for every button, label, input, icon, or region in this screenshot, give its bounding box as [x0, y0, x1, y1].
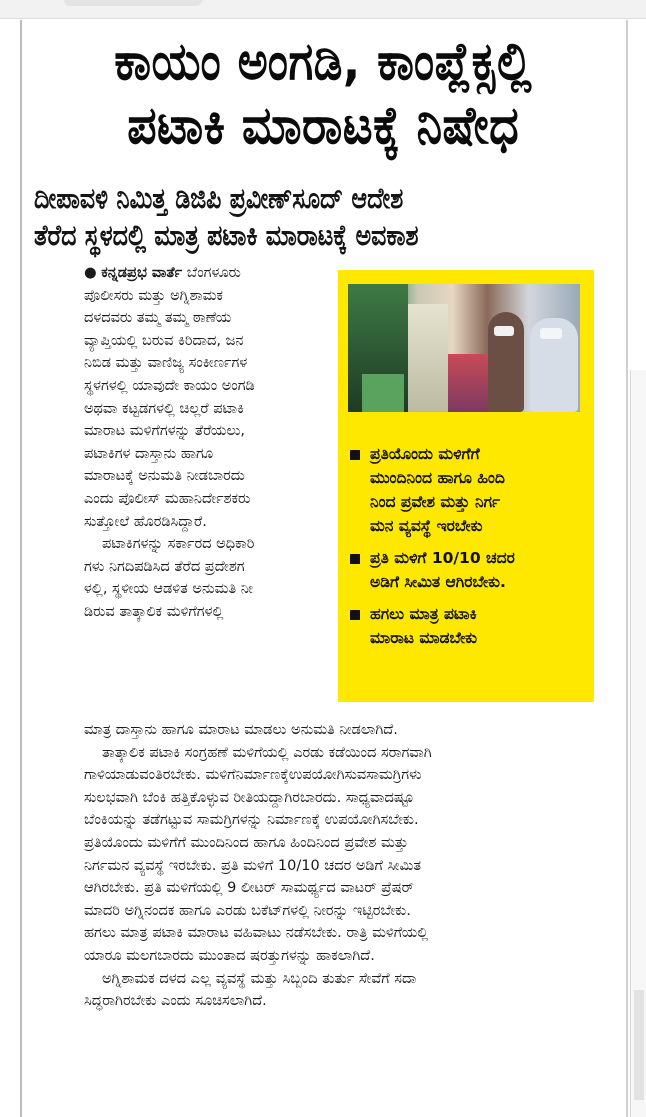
paragraph-4-line: ಅಗ್ನಿಶಾಮಕ ದಳದ ಎಲ್ಲ ವ್ಯವಸ್ಥೆ ಮತ್ತು ಸಿಬ್ಬಂದಿ ತುರ್ತು ಸೇವೆಗೆ ಸದಾ — [102, 970, 417, 987]
paragraph-3-line: ಹಗಲು ಮಾತ್ರ ಪಟಾಕಿ ಮಾರಾಟ ವಹಿವಾಟು ನಡೆಸಬೇಕು. ರಾತ್ರಿ ಮಳಿಗೆಯಲ್ಲಿ — [84, 925, 429, 942]
paragraph-1-line: ಪಟಾಕಿಗಳ ದಾಸ್ತಾನು ಹಾಗೂ — [84, 445, 214, 462]
bullet-square-icon — [350, 554, 360, 564]
highlight-item — [346, 442, 590, 538]
paragraph-1-line: ಸುತ್ತೋಲೆ ಹೊರಡಿಸಿದ್ದಾರೆ. — [84, 513, 207, 530]
photo-shelf-middle — [408, 304, 448, 412]
page-left-rule — [20, 20, 22, 1117]
paragraph-1 — [84, 285, 314, 534]
highlight-item — [346, 546, 590, 594]
article-subheadline — [34, 180, 592, 254]
paragraph-2 — [84, 533, 314, 623]
paragraph-3-line: ಗಾಳಿಯಾಡುವಂತಿರಬೇಕು. ಮಳಿಗೆನಿರ್ಮಾಣಕ್ಕೆಉಪಯೋಗಿಸುವಸಾಮಗ್ರಿಗಳು — [84, 767, 422, 784]
paragraph-4-line: ಸಿದ್ಧರಾಗಿರಬೇಕು ಎಂದು ಸೂಚಿಸಲಾಗಿದೆ. — [84, 993, 267, 1010]
page-right-rule — [626, 20, 628, 1117]
paragraph-1-line: ಮಾರಾಟ ಮಳಿಗೆಗಳನ್ನು ತೆರೆಯಲು, — [84, 423, 246, 440]
paragraph-3-line: ಸುಲಭವಾಗಿ ಬೆಂಕಿ ಹತ್ತಿಕೊಳ್ಳುವ ರೀತಿಯದ್ದಾಗಿರಬಾರದು. ಸಾಧ್ಯವಾದಷ್ಟೂ — [84, 789, 414, 806]
paragraph-1-line: ಅಥವಾ ಕಟ್ಟಡಗಳಲ್ಲಿ ಚಿಲ್ಲರೆ ಪಟಾಕಿ — [84, 400, 244, 417]
bullet-square-icon — [350, 610, 360, 620]
paragraph-1-line: ಎಂದು ಪೊಲೀಸ್ ಮಹಾನಿರ್ದೇಶಕರು — [84, 490, 251, 507]
paragraph-2-line: ಡಿರುವ ತಾತ್ಕಾಲಿಕ ಮಳಿಗೆಗಳಲ್ಲಿ — [84, 603, 224, 620]
photo-goods-left — [362, 374, 404, 412]
viewer-top-strip — [0, 0, 646, 19]
paragraph-1-line: ದಳದವರು ತಮ್ಮ ತಮ್ಮ ಠಾಣೆಯ — [84, 310, 232, 327]
paragraph-3 — [84, 742, 604, 968]
subhead-line-1: ದೀಪಾವಳಿ ನಿಮಿತ್ತ ಡಿಜಿಪಿ ಪ್ರವೀಣ್‌ಸೂದ್ ಆದೇಶ — [34, 181, 404, 215]
paragraph-1-line: ಪೊಲೀಸರು ಮತ್ತು ಅಗ್ನಿಶಾಮಕ — [84, 287, 223, 304]
adjacent-page-edge — [630, 370, 646, 1117]
paragraph-1-line: ನಿಬಿಡ ಮತ್ತು ವಾಣಿಜ್ಯ ಸಂಕೀರ್ಣಗಳ — [84, 355, 248, 372]
page-edge-notch — [634, 990, 644, 1100]
highlight-line: ಪ್ರತಿ ಮಳಿಗೆ 10/10 ಚದರ — [370, 549, 515, 567]
photo-goods-center — [448, 354, 492, 412]
highlight-line: ಮಾರಾಟ ಮಾಡಬೇಕು — [370, 629, 478, 647]
highlight-line: ಮುಂದಿನಿಂದ ಹಾಗೂ ಹಿಂದಿ — [370, 469, 505, 487]
paragraph-1-line: ಮಾರಾಟಕ್ಕೆ ಅನುಮತಿ ನೀಡಬಾರದು — [84, 468, 245, 485]
photo-mask-2 — [540, 328, 562, 339]
highlight-line: ಅಡಿಗೆ ಸೀಮಿತ ಆಗಿರಬೇಕು. — [370, 573, 506, 591]
paragraph-4 — [84, 968, 604, 1013]
highlight-item — [346, 602, 590, 650]
paragraph-3-line: ಆಗಿರಬೇಕು. ಪ್ರತಿ ಮಳಿಗೆಯಲ್ಲಿ 9 ಲೀಟರ್ ಸಾಮರ್ಥ್ಯದ ವಾಟರ್ ಪ್ರೆಷರ್ — [84, 880, 414, 897]
highlight-line: ಮನ ವ್ಯವಸ್ಥೆ ಇರಬೇಕು — [370, 517, 483, 535]
highlights-box — [338, 270, 594, 702]
headline-line-1: ಕಾಯಂ ಅಂಗಡಿ, ಕಾಂಪ್ಲೆಕ್ಸಲ್ಲಿ — [114, 32, 533, 92]
highlight-line: ಪ್ರತಿಯೊಂದು ಮಳಿಗೆಗೆ — [370, 445, 480, 463]
paragraph-1-line: ವ್ಯಾಪ್ತಿಯಲ್ಲಿ ಬರುವ ಕಿರಿದಾದ, ಜನ — [84, 332, 244, 349]
paragraph-3-line: ಪ್ರತಿಯೊಂದು ಮಳಿಗೆಗೆ ಮುಂದಿನಿಂದ ಹಾಗೂ ಹಿಂದಿನಿಂದ ಪ್ರವೇಶ ಮತ್ತು — [84, 834, 409, 851]
byline — [84, 262, 314, 285]
news-photo-firecracker-shop — [348, 284, 580, 412]
paragraph-2-tail: ಮಾತ್ರ ದಾಸ್ತಾನು ಹಾಗೂ ಮಾರಾಟ ಮಾಡಲು ಅನುಮತಿ ನೀಡಲಾಗಿದೆ. — [84, 722, 398, 738]
article-body-left-column — [84, 262, 314, 624]
viewer-tab — [64, 0, 202, 6]
highlights-list — [346, 442, 590, 658]
byline-place: ಬೆಂಗಳೂರು — [186, 265, 241, 281]
paragraph-2-line: ಗಳು ನಿಗದಿಪಡಿಸಿದ ತೆರೆದ ಪ್ರದೇಶಗ — [84, 558, 245, 575]
paragraph-3-line: ತಾತ್ಕಾಲಿಕ ಪಟಾಕಿ ಸಂಗ್ರಹಣೆ ಮಳಿಗೆಯಲ್ಲಿ ಎರಡು ಕಡೆಯಿಂದ ಸರಾಗವಾಗಿ — [102, 744, 432, 761]
paragraph-2-line: ಳಲ್ಲಿ, ಸ್ಥಳೀಯ ಆಡಳಿತ ಅನುಮತಿ ನೀ — [84, 581, 253, 598]
paragraph-3-line: ನಿರ್ಗಮನ ವ್ಯವಸ್ಥೆ ಇರಬೇಕು. ಪ್ರತಿ ಮಳಿಗೆ 10/10 ಚದರ ಅಡಿಗೆ ಸೀಮಿತ — [84, 857, 422, 874]
paragraph-1-line: ಸ್ಥಳಗಳಲ್ಲಿ ಯಾವುದೇ ಕಾಯಂ ಅಂಗಡಿ — [84, 377, 255, 394]
paragraph-3-line: ಬೆಂಕಿಯನ್ನು ತಡೆಗಟ್ಟುವ ಸಾಮಗ್ರಿಗಳನ್ನು ನಿರ್ಮಾಣಕ್ಕೆ ಉಪಯೋಗಿಸಬೇಕು. — [84, 812, 419, 829]
highlight-line: ನಿಂದ ಪ್ರವೇಶ ಮತ್ತು ನಿರ್ಗ — [370, 493, 501, 511]
bullet-square-icon — [350, 450, 360, 460]
highlight-line: ಹಗಲು ಮಾತ್ರ ಪಟಾಕಿ — [370, 605, 477, 623]
byline-bullet-icon: ● — [84, 265, 102, 281]
paragraph-3-line: ಮಾದರಿ ಅಗ್ನಿನಂದಕ ಹಾಗೂ ಎರಡು ಬಕೆಟ್‌ಗಳಲ್ಲಿ ನೀರನ್ನು ಇಟ್ಟಿರಬೇಕು. — [84, 902, 411, 919]
headline-line-2: ಪಟಾಕಿ ಮಾರಾಟಕ್ಕೆ ನಿಷೇಧ — [127, 96, 520, 156]
article-body-full-width — [84, 719, 604, 1013]
article-headline — [24, 30, 622, 158]
photo-mask-1 — [494, 326, 514, 336]
subhead-line-2: ತೆರೆದ ಸ್ಥಳದಲ್ಲಿ ಮಾತ್ರ ಪಟಾಕಿ ಮಾರಾಟಕ್ಕೆ ಅವಕಾಶ — [34, 218, 419, 252]
byline-source: ಕನ್ನಡಪ್ರಭ ವಾರ್ತೆ — [101, 265, 183, 281]
paragraph-2-line: ಪಟಾಕಿಗಳನ್ನು ಸರ್ಕಾರದ ಅಧಿಕಾರಿ — [102, 536, 255, 553]
paragraph-3-line: ಯಾರೂ ಮಲಗಬಾರದು ಮುಂತಾದ ಷರತ್ತುಗಳನ್ನು ಹಾಕಲಾಗಿದೆ. — [84, 947, 375, 964]
